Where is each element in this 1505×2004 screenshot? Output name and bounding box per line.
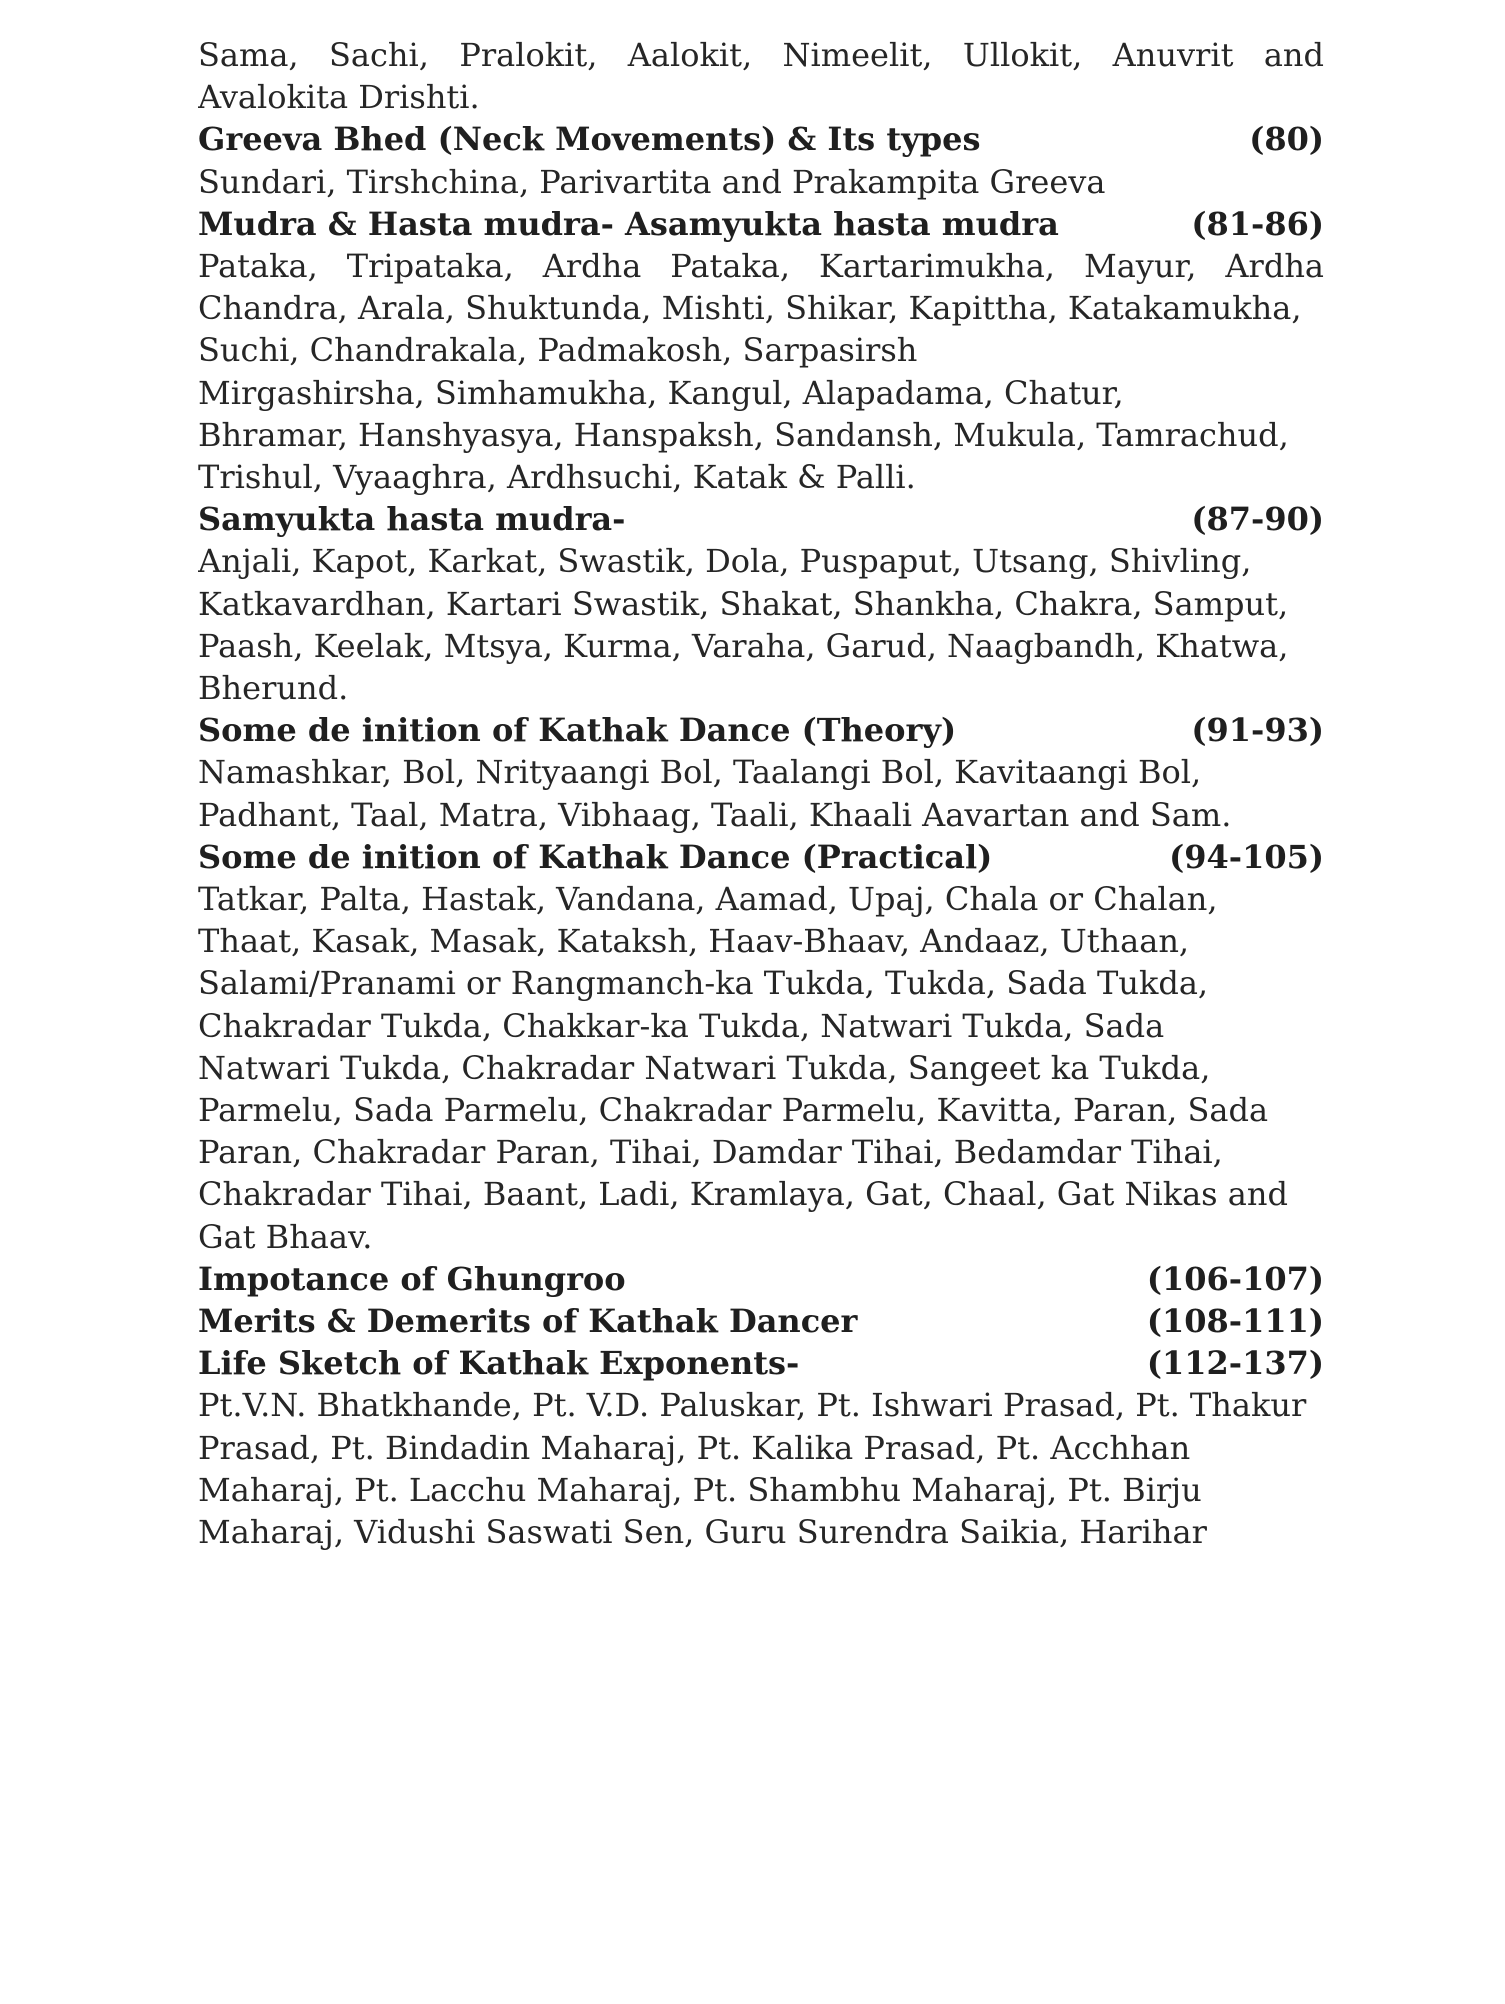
page-range: (80)	[1249, 120, 1324, 159]
body-text-line: Padhant, Taal, Matra, Vibhaag, Taali, Khaali Aavartan and Sam.	[198, 795, 1232, 834]
body-text-line: Avalokita Drishti.	[198, 78, 480, 117]
body-text-line: Trishul, Vyaaghra, Ardhsuchi, Katak & Palli.	[198, 458, 916, 496]
body-text-line: Salami/Pranami or Rangmanch-ka Tukda, Tukda, Sada Tukda,	[198, 964, 1209, 1003]
body-text-line: Prasad, Pt. Bindadin Maharaj, Pt. Kalika Prasad, Pt. Acchhan	[198, 1428, 1191, 1467]
document-page	[198, 28, 1324, 1978]
body-text-line: Tatkar, Palta, Hastak, Vandana, Aamad, Upaj, Chala or Chalan,	[198, 880, 1218, 918]
body-text-line: Anjali, Kapot, Karkat, Swastik, Dola, Puspaput, Utsang, Shivling,	[198, 542, 1252, 581]
body-text-line: Gat Bhaav.	[198, 1217, 373, 1256]
body-text-line: Thaat, Kasak, Masak, Kataksh, Haav-Bhaav, Andaaz, Uthaan,	[198, 922, 1190, 961]
page-range: (91-93)	[1191, 711, 1324, 750]
section-title: Impotance of Ghungroo	[198, 1259, 626, 1298]
page-range: (106-107)	[1146, 1259, 1324, 1298]
section-title: Greeva Bhed (Neck Movements) & Its types	[198, 120, 981, 159]
section-title: Samyukta hasta mudra-	[198, 500, 626, 539]
page-range: (112-137)	[1146, 1344, 1324, 1383]
body-text-line: Paash, Keelak, Mtsya, Kurma, Varaha, Garud, Naagbandh, Khatwa,	[198, 626, 1289, 665]
section-title: Merits & Demerits of Kathak Dancer	[198, 1302, 858, 1340]
body-text-line: Chakradar Tihai, Baant, Ladi, Kramlaya, Gat, Chaal, Gat Nikas and	[198, 1175, 1288, 1214]
body-text-line: Pt.V.N. Bhatkhande, Pt. V.D. Paluskar, Pt. Ishwari Prasad, Pt. Thakur	[198, 1386, 1307, 1425]
body-text-line: Suchi, Chandrakala, Padmakosh, Sarpasirsh	[198, 331, 918, 370]
body-text-line: Bherund.	[198, 669, 349, 707]
section-title: Mudra & Hasta mudra- Asamyukta hasta mudra	[198, 204, 1059, 243]
body-text-line: Chakradar Tukda, Chakkar-ka Tukda, Natwari Tukda, Sada	[198, 1006, 1165, 1045]
section-title: Life Sketch of Kathak Exponents-	[198, 1344, 800, 1383]
body-text-line: Bhramar, Hanshyasya, Hanspaksh, Sandansh, Mukula, Tamrachud,	[198, 415, 1289, 454]
body-text-line: Maharaj, Pt. Lacchu Maharaj, Pt. Shambhu Maharaj, Pt. Birju	[198, 1470, 1202, 1509]
body-text-line: Parmelu, Sada Parmelu, Chakradar Parmelu, Kavitta, Paran, Sada	[198, 1091, 1269, 1129]
section-title: Some de inition of Kathak Dance (Theory)	[198, 711, 957, 750]
body-text-line: Natwari Tukda, Chakradar Natwari Tukda, Sangeet ka Tukda,	[198, 1048, 1211, 1087]
body-text-line: Mirgashirsha, Simhamukha, Kangul, Alapadama, Chatur,	[198, 373, 1124, 412]
body-text-line: Sundari, Tirshchina, Parivartita and Prakampita Greeva	[198, 162, 1106, 201]
page-range: (108-111)	[1146, 1302, 1324, 1340]
body-text-line: Pataka, Tripataka, Ardha Pataka, Kartarimukha, Mayur, Ardha	[198, 247, 1324, 285]
body-text-line: Maharaj, Vidushi Saswati Sen, Guru Surendra Saikia, Harihar	[198, 1513, 1207, 1551]
body-text-line: Paran, Chakradar Paran, Tihai, Damdar Tihai, Bedamdar Tihai,	[198, 1133, 1223, 1172]
body-text-line: Katkavardhan, Kartari Swastik, Shakat, Shankha, Chakra, Samput,	[198, 584, 1289, 623]
page-range: (87-90)	[1191, 500, 1324, 539]
section-title: Some de inition of Kathak Dance (Practical)	[198, 837, 993, 876]
page-range: (81-86)	[1191, 204, 1324, 243]
body-text-line: Sama, Sachi, Pralokit, Aalokit, Nimeelit, Ullokit, Anuvrit and	[198, 36, 1324, 74]
body-text-line: Namashkar, Bol, Nrityaangi Bol, Taalangi Bol, Kavitaangi Bol,	[198, 753, 1202, 792]
body-text-line: Chandra, Arala, Shuktunda, Mishti, Shikar, Kapittha, Katakamukha,	[198, 289, 1302, 328]
page-range: (94-105)	[1169, 837, 1324, 876]
